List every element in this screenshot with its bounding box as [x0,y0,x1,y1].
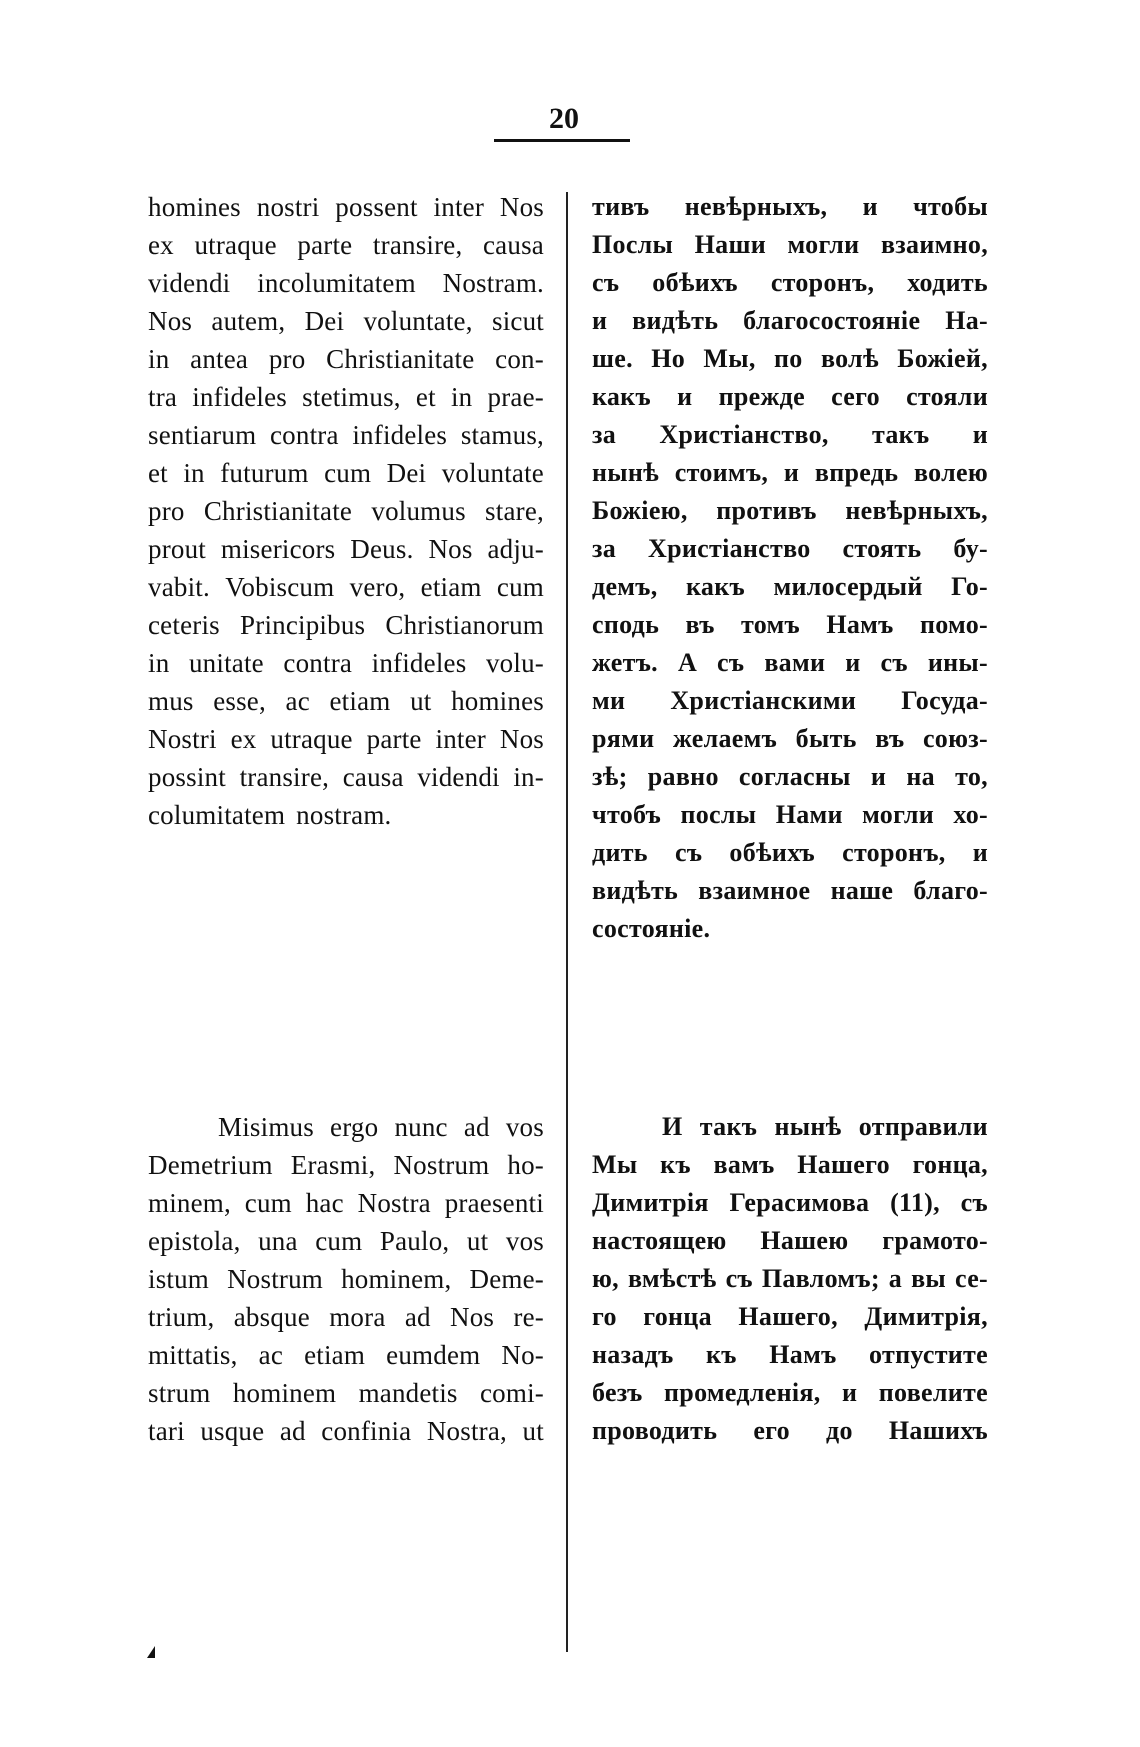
latin-paragraph-2 [148,1108,544,1450]
text-line: какъ и прежде сего стояли [592,382,988,411]
text-line: epistola, una cum Paulo, ut vos [148,1226,544,1256]
page-number: 20 [549,102,579,135]
text-line: mittatis, ac etiam eumdem No- [148,1340,544,1370]
column-divider [566,192,568,1652]
text-line: проводить его до Нашихъ [592,1416,988,1445]
text-line: видѣть взаимное наше благо- [592,876,988,905]
text-line: настоящею Нашею грамото- [592,1226,988,1255]
russian-paragraph-1 [592,188,988,948]
text-line: Nos autem, Dei voluntate, sicut [148,306,544,336]
text-line: назадъ къ Намъ отпустите [592,1340,988,1369]
text-line: за Христіанство, такъ и [592,420,988,449]
text-line: съ обѣихъ сторонъ, ходить [592,268,988,297]
latin-paragraph-1 [148,188,544,834]
text-line: minem, cum hac Nostra praesenti [148,1188,544,1218]
text-line: videndi incolumitatem Nostram. [148,268,544,298]
text-line: sentiarum contra infideles stamus, [148,420,544,450]
text-line: Мы къ вамъ Нашего гонца, [592,1150,988,1179]
text-line: strum hominem mandetis comi- [148,1378,544,1408]
text-line: го гонца Нашего, Димитрія, [592,1302,988,1331]
text-line: in antea pro Christianitate con- [148,344,544,374]
text-line: istum Nostrum hominem, Deme- [148,1264,544,1294]
text-line: ex utraque parte transire, causa [148,230,544,260]
text-line: зѣ; равно согласны и на то, [592,762,988,791]
text-line: in unitate contra infideles volu- [148,648,544,678]
text-line: безъ промедленія, и повелите [592,1378,988,1407]
text-line: ю, вмѣстѣ съ Павломъ; а вы се- [592,1264,988,1293]
text-line: и видѣть благосостояніе На- [592,306,988,335]
text-line: Послы Наши могли взаимно, [592,230,988,259]
text-line: Demetrium Erasmi, Nostrum ho- [148,1150,544,1180]
text-line: Nostri ex utraque parte inter Nos [148,724,544,754]
text-line: чтобъ послы Нами могли хо- [592,800,988,829]
text-line: et in futurum cum Dei voluntate [148,458,544,488]
page-number-rule [494,139,630,142]
text-line: состояніе. [592,914,711,943]
text-line: homines nostri possent inter Nos [148,192,544,222]
text-line: pro Christianitate volumus stare, [148,496,544,526]
text-line: жетъ. А съ вами и съ ины- [592,648,988,677]
text-line: рями желаемъ быть въ союз- [592,724,988,753]
text-line: за Христіанство стоять бу- [592,534,988,563]
text-line: ше. Но Мы, по волѣ Божіей, [592,344,988,373]
text-line: trium, absque mora ad Nos re- [148,1302,544,1332]
text-line: ceteris Principibus Christianorum [148,610,544,640]
russian-paragraph-2 [592,1108,988,1450]
text-line: possint transire, causa videndi in- [148,762,544,792]
text-line: tra infideles stetimus, et in prae- [148,382,544,412]
text-line: mus esse, ac etiam ut homines [148,686,544,716]
text-line: дить съ обѣихъ сторонъ, и [592,838,988,867]
text-line: Misimus ergo nunc ad vos [218,1112,544,1142]
text-line: prout misericors Deus. Nos adju- [148,534,544,564]
text-line: нынѣ стоимъ, и впредь волею [592,458,988,487]
text-line: columitatem nostram. [148,800,392,830]
text-line: сподь въ томъ Намъ помо- [592,610,988,639]
text-line: Димитрія Герасимова (11), съ [592,1188,988,1217]
text-line: Божіею, противъ невѣрныхъ, [592,496,988,525]
corner-tick-mark [147,1646,155,1658]
text-line: vabit. Vobiscum vero, etiam cum [148,572,544,602]
text-line: ми Христіанскими Госуда- [592,686,988,715]
text-line: И такъ нынѣ отправили [662,1112,988,1141]
text-line: тивъ невѣрныхъ, и чтобы [592,192,988,221]
text-line: демъ, какъ милосердый Го- [592,572,988,601]
text-line: tari usque ad confinia Nostra, ut [148,1416,544,1446]
